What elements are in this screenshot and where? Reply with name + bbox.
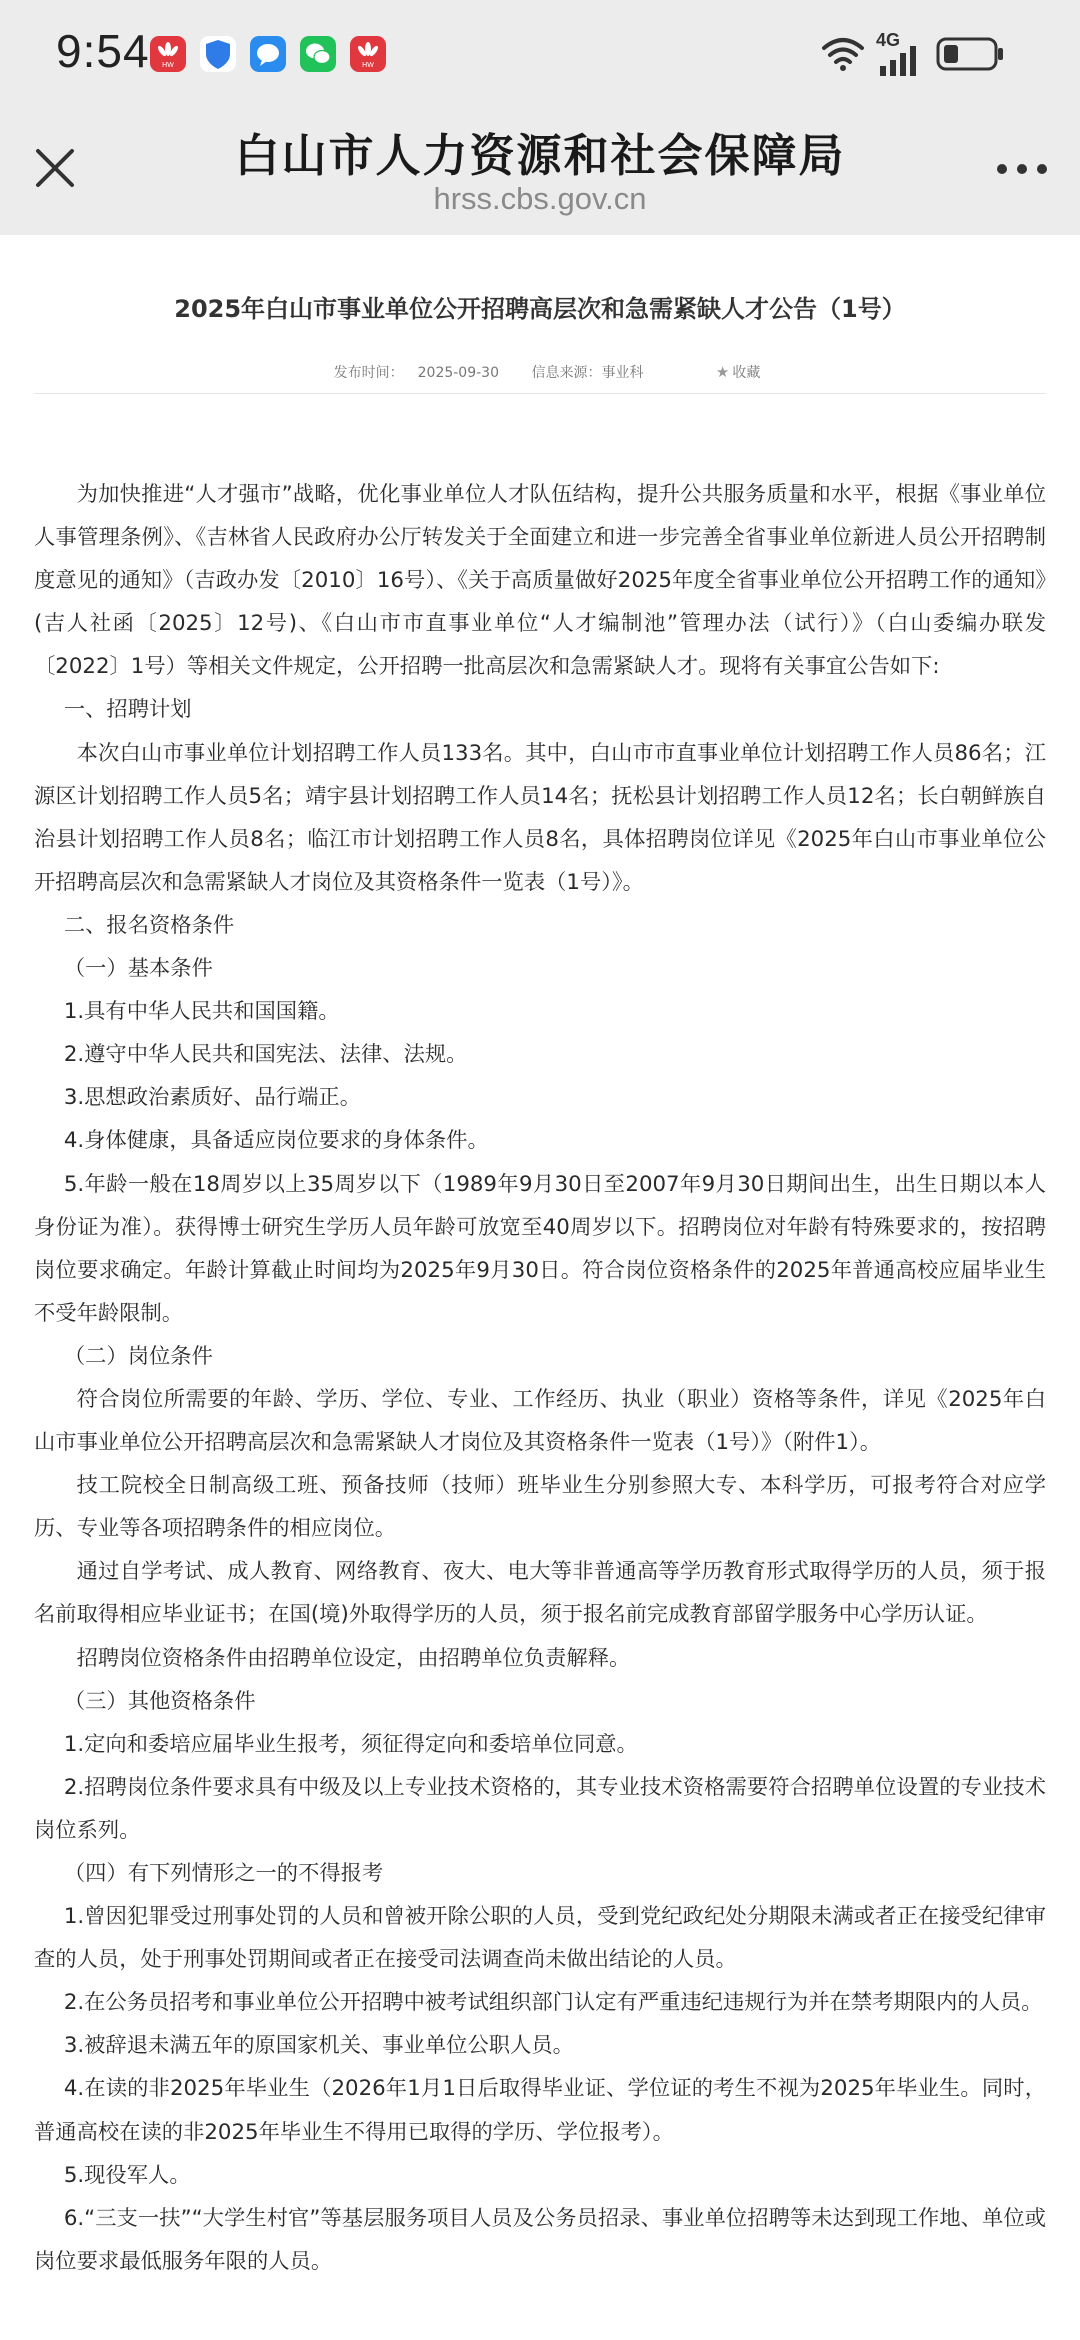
favorite-label: 收藏 xyxy=(732,365,761,381)
paragraph: 4.身体健康，具备适应岗位要求的身体条件。 xyxy=(63,1128,489,1154)
paragraph: 招聘岗位资格条件由招聘单位设定，由招聘单位负责解释。 xyxy=(76,1645,631,1671)
section-heading: 一、招聘计划 xyxy=(63,697,192,723)
subsection-heading: （三）其他资格条件 xyxy=(63,1688,256,1714)
paragraph: 6.“三支一扶”“大学生村官”等基层服务项目人员及公务员招录、事业单位招聘等未达到现工作地、单位或岗位要求最低服务年限的人员。 xyxy=(34,2205,1046,2274)
paragraph: 5.现役军人。 xyxy=(63,2162,191,2188)
signal-icon xyxy=(878,46,920,76)
paragraph: 本次白山市事业单位计划招聘工作人员133名。其中，白山市市直事业单位计划招聘工作人员86名；江源区计划招聘工作人员5名；靖宇县计划招聘工作人员14名；抚松县计划招聘工作人员12名；长白朝鲜族自治县计划招聘工作人员8名；临江市计划招聘工作人员8名，具体招聘岗位详见《2025年白山市事业单位公开招聘高层次和急需紧缺人才岗位及其资格条件一览表（1号）》。 xyxy=(34,740,1046,895)
huawei-app-icon xyxy=(350,36,386,72)
article-title: 2025年白山市事业单位公开招聘高层次和急需紧缺人才公告（1号） xyxy=(174,295,906,323)
paragraph: 3.被辞退未满五年的原国家机关、事业单位公职人员。 xyxy=(63,2033,574,2059)
more-icon xyxy=(996,159,1048,179)
paragraph: 2.在公务员招考和事业单位公开招聘中被考试组织部门认定有严重违纪违规行为并在禁考期限内的人员。 xyxy=(63,1990,1043,2016)
message-app-icon xyxy=(250,36,286,72)
source-info xyxy=(531,365,643,381)
article-meta xyxy=(0,362,1080,382)
more-options-button[interactable] xyxy=(996,159,1048,179)
paragraph: 为加快推进“人才强市”战略，优化事业单位人才队伍结构，提升公共服务质量和水平，根据《事业单位人事管理条例》、《吉林省人民政府办公厅转发关于全面建立和进一步完善全省事业单位新进人员公开招聘制度意见的通知》（吉政办发〔2010〕16号）、《关于高质量做好2025年度全省事业单位公开招聘工作的通知》(吉人社函〔2025〕12号)、《白山市市直事业单位“人才编制池”管理办法（试行）》（白山委编办联发〔2022〕1号）等相关文件规定，公开招聘一批高层次和急需紧缺人才。现将有关事宜公告如下: xyxy=(34,482,1046,680)
browser-header xyxy=(0,105,1080,235)
paragraph: 1.曾因犯罪受过刑事处罚的人员和曾被开除公职的人员，受到党纪政纪处分期限未满或者正在接受纪律审查的人员，处于刑事处罚期间或者正在接受司法调查尚未做出结论的人员。 xyxy=(34,1904,1046,1973)
publish-info xyxy=(320,365,499,381)
publish-label: 发布时间： xyxy=(333,365,404,381)
paragraph: 3.思想政治素质好、品行端正。 xyxy=(63,1085,361,1111)
paragraph: 通过自学考试、成人教育、网络教育、夜大、电大等非普通高等学历教育形式取得学历的人员，须于报名前取得相应毕业证书；在国(境)外取得学历的人员，须于报名前完成教育部留学服务中心学历认证。 xyxy=(34,1559,1046,1628)
paragraph: 技工院校全日制高级工班、预备技师（技师）班毕业生分别参照大专、本科学历，可报考符合对应学历、专业等各项招聘条件的相应岗位。 xyxy=(34,1473,1046,1542)
article-body xyxy=(34,473,1046,2283)
paragraph: 2.招聘岗位条件要求具有中级及以上专业技术资格的，其专业技术资格需要符合招聘单位设置的专业技术岗位系列。 xyxy=(34,1774,1046,1843)
shield-app-icon xyxy=(200,36,236,72)
source-label: 信息来源： xyxy=(531,365,602,381)
star-icon: ★ xyxy=(715,363,730,381)
battery-icon xyxy=(936,37,1006,71)
page-title: 白山市人力资源和社会保障局 xyxy=(234,129,846,182)
divider xyxy=(34,393,1046,394)
publish-date: 2025-09-30 xyxy=(417,365,499,381)
subsection-heading: （一）基本条件 xyxy=(63,956,213,982)
section-heading: 二、报名资格条件 xyxy=(63,912,235,938)
paragraph: 2.遵守中华人民共和国宪法、法律、法规。 xyxy=(63,1042,468,1068)
source-value: 事业科 xyxy=(601,365,644,381)
subsection-heading: （二）岗位条件 xyxy=(63,1343,213,1369)
paragraph: 符合岗位所需要的年龄、学历、学位、专业、工作经历、执业（职业）资格等条件，详见《2025年白山市事业单位公开招聘高层次和急需紧缺人才岗位及其资格条件一览表（1号）》（附件1）。 xyxy=(34,1386,1046,1456)
page-url: hrss.cbs.gov.cn xyxy=(433,181,647,216)
paragraph: 1.具有中华人民共和国国籍。 xyxy=(63,999,340,1025)
huawei-app-icon xyxy=(150,36,186,72)
paragraph: 4.在读的非2025年毕业生（2026年1月1日后取得毕业证、学位证的考生不视为2025年毕业生。同时，普通高校在读的非2025年毕业生不得用已取得的学历、学位报考）。 xyxy=(34,2076,1046,2145)
paragraph: 1.定向和委培应届毕业生报考，须征得定向和委培单位同意。 xyxy=(63,1731,638,1757)
subsection-heading: （四）有下列情形之一的不得报考 xyxy=(63,1861,384,1886)
paragraph: 5.年龄一般在18周岁以上35周岁以下（1989年9月30日至2007年9月30日期间出生，出生日期以本人身份证为准）。获得博士研究生学历人员年龄可放宽至40周岁以下。招聘岗位对年龄有特殊要求的，按招聘岗位要求确定。年龄计算截止时间均为2025年9月30日。符合岗位资格条件的2025年普通高校应届毕业生不受年龄限制。 xyxy=(34,1171,1046,1326)
wechat-app-icon xyxy=(300,36,336,72)
wifi-icon xyxy=(820,36,866,72)
favorite-button[interactable] xyxy=(702,365,760,381)
status-bar xyxy=(0,0,1080,105)
status-time: 9:54 xyxy=(56,25,150,77)
svg-text:HW: HW xyxy=(162,62,174,69)
article xyxy=(0,235,1080,2340)
svg-text:HW: HW xyxy=(362,62,374,69)
system-icons xyxy=(820,30,1020,76)
network-type-label: 4G xyxy=(876,30,901,50)
